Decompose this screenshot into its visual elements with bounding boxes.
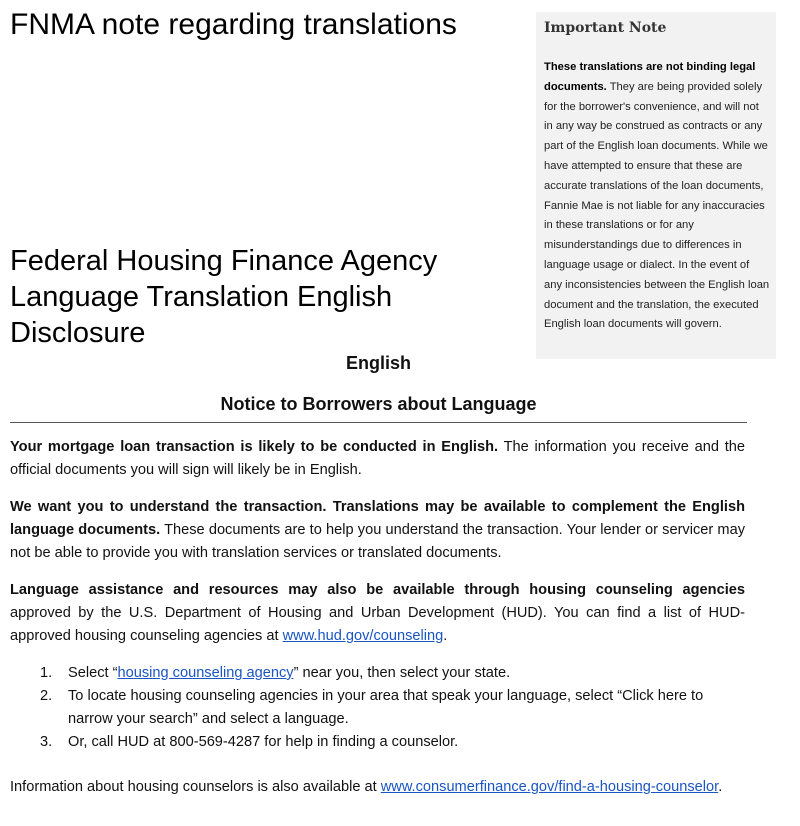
list-number: 2.	[40, 688, 53, 704]
footer-text: Information about housing counselors is also available at	[10, 779, 381, 795]
list-number: 3.	[40, 734, 53, 750]
important-note-body: They are being provided solely for the borrower's convenience, and will not in any way be construed as contracts or any part of the English loan documents. While we have attempted to ensure that these are accurate translations of the loan documents, Fannie Mae is not liable for any inaccuracies in these translations or for any misunderstandings due to differences in language usage or dialect. In the event of any inconsistencies between the English loan document and the translation, the executed English loan documents will govern.	[544, 80, 770, 331]
notice-body	[10, 436, 745, 813]
important-note-title: Important Note	[544, 20, 667, 36]
list-item	[10, 685, 745, 731]
counselor-info-paragraph	[10, 776, 745, 799]
paragraph-2-bold: We want you to understand the transaction. Translations may be available to complement the English language documents.	[10, 499, 745, 538]
step-1-after: ” near you, then select your state.	[293, 665, 511, 681]
hud-counseling-link[interactable]: www.hud.gov/counseling	[282, 628, 444, 644]
page-title: FNMA note regarding translations	[10, 8, 457, 41]
step-3-text: Or, call HUD at 800-569-4287 for help in finding a counselor.	[68, 734, 459, 750]
paragraph-3-bold: Language assistance and resources may also be available through housing counseling agencies	[10, 582, 745, 598]
paragraph-1-bold: Your mortgage loan transaction is likely to be conducted in English.	[10, 439, 499, 455]
housing-counseling-agency-link[interactable]: housing counseling agency	[117, 665, 294, 681]
list-item	[10, 662, 745, 685]
important-note-text	[544, 58, 770, 335]
step-2-text: To locate housing counseling agencies in your area that speak your language, select “Click here to narrow your search” and select a language.	[68, 688, 704, 727]
paragraph-2-text: These documents are to help you understand the transaction. Your lender or servicer may not be able to provide you with translation services or translated documents.	[10, 522, 746, 561]
agency-title: Federal Housing Finance Agency Language Translation English Disclosure	[10, 245, 438, 349]
paragraph-3-text: approved by the U.S. Department of Housing and Urban Development (HUD). You can find a list of HUD-approved housing counseling agencies at	[10, 605, 745, 644]
step-1-before: Select “	[68, 665, 118, 681]
paragraph-3-end: .	[443, 628, 448, 644]
paragraph-language-assistance	[10, 579, 745, 648]
language-label: English	[346, 353, 412, 373]
list-item	[10, 731, 745, 754]
list-number: 1.	[40, 665, 53, 681]
steps-list	[10, 662, 745, 754]
paragraph-english-transaction	[10, 436, 745, 482]
important-note-box	[536, 12, 776, 359]
consumerfinance-link[interactable]: www.consumerfinance.gov/find-a-housing-counselor	[380, 779, 719, 795]
heading-divider	[10, 422, 747, 423]
paragraph-translations	[10, 496, 745, 565]
paragraph-1-text: The information you receive and the official documents you will sign will likely be in English.	[10, 439, 745, 478]
footer-end: .	[718, 779, 723, 795]
notice-heading: Notice to Borrowers about Language	[220, 394, 537, 414]
important-note-bold-lead: These translations are not binding legal documents.	[544, 61, 756, 93]
